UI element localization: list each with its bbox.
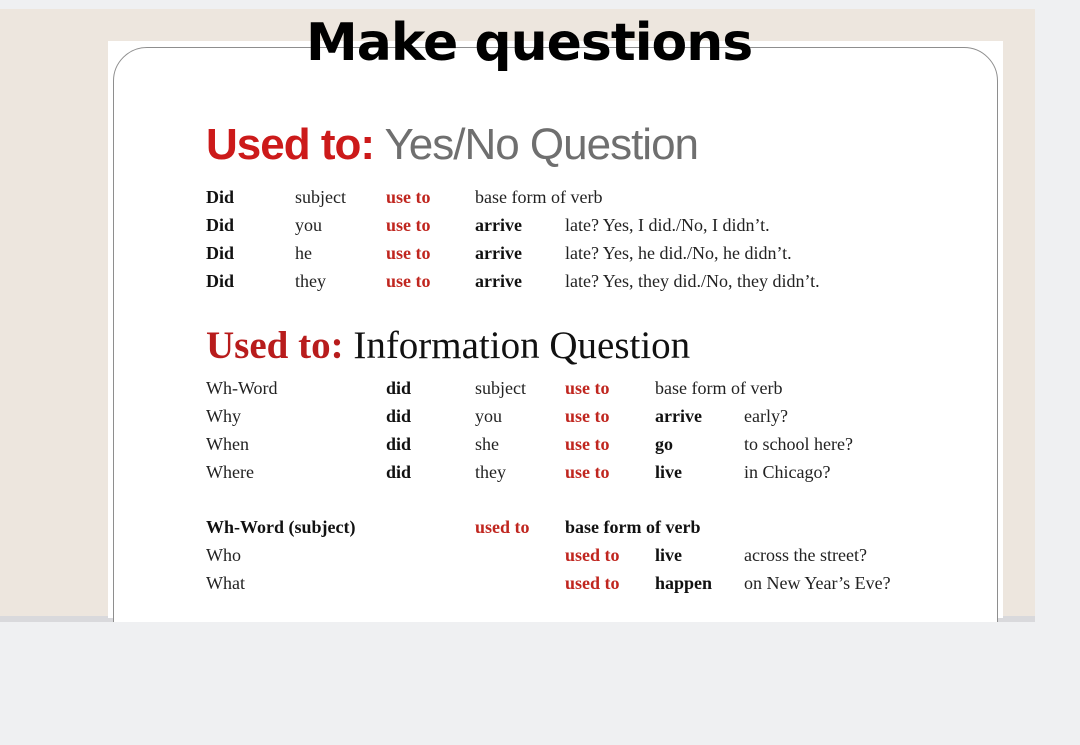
yn-r0-c2: use to xyxy=(386,187,431,207)
in-r3-c4: live xyxy=(655,462,682,482)
sq-r2-c3: on New Year’s Eve? xyxy=(744,573,891,593)
yn-r1-c0: Did xyxy=(206,215,235,235)
in-r2-c5: to school here? xyxy=(744,434,853,454)
in-r1-c0: Why xyxy=(206,406,241,426)
in-r1-c4: arrive xyxy=(655,406,702,426)
in-r0-c3: use to xyxy=(565,378,610,398)
in-r1-c3: use to xyxy=(565,406,610,426)
in-r2-c1: did xyxy=(386,434,412,454)
in-r0-c4: base form of verb xyxy=(655,378,783,398)
screen-background xyxy=(0,622,1080,745)
info-heading-rest: Information Question xyxy=(353,324,691,367)
yes-no-heading xyxy=(206,118,698,172)
yn-r2-c2: use to xyxy=(386,243,431,263)
info-heading-red: Used to: xyxy=(206,324,344,367)
in-r1-c2: you xyxy=(475,406,502,426)
in-r0-c0: Wh-Word xyxy=(206,378,278,398)
in-r2-c3: use to xyxy=(565,434,610,454)
yn-r1-c1: you xyxy=(295,215,322,235)
sq-r1-c1: used to xyxy=(565,545,620,565)
yn-r3-c4: late? Yes, they did./No, they didn’t. xyxy=(565,271,820,291)
sq-r1-c0: Who xyxy=(206,545,241,565)
in-r1-c1: did xyxy=(386,406,412,426)
yes-no-heading-red: Used to: xyxy=(206,120,374,169)
in-r2-c2: she xyxy=(475,434,499,454)
in-r3-c5: in Chicago? xyxy=(744,462,831,482)
sq-r0-c1: used to xyxy=(475,517,530,537)
yn-r3-c2: use to xyxy=(386,271,431,291)
in-r1-c5: early? xyxy=(744,406,788,426)
page-title: Make questions xyxy=(306,13,753,73)
yn-r2-c3: arrive xyxy=(475,243,522,263)
yn-r0-c0: Did xyxy=(206,187,235,207)
yn-r1-c3: arrive xyxy=(475,215,522,235)
sq-r0-c2: base form of verb xyxy=(565,517,701,537)
sq-r2-c0: What xyxy=(206,573,245,593)
in-r3-c1: did xyxy=(386,462,412,482)
in-r3-c0: Where xyxy=(206,462,254,482)
yn-r2-c1: he xyxy=(295,243,312,263)
sq-r1-c3: across the street? xyxy=(744,545,867,565)
sq-r2-c2: happen xyxy=(655,573,713,593)
in-r0-c1: did xyxy=(386,378,412,398)
yn-r3-c3: arrive xyxy=(475,271,522,291)
yn-r3-c1: they xyxy=(295,271,326,291)
yn-r2-c4: late? Yes, he did./No, he didn’t. xyxy=(565,243,792,263)
sq-r2-c1: used to xyxy=(565,573,620,593)
in-r3-c2: they xyxy=(475,462,506,482)
yes-no-heading-rest: Yes/No Question xyxy=(384,120,699,169)
in-r2-c0: When xyxy=(206,434,249,454)
sq-r1-c2: live xyxy=(655,545,682,565)
in-r0-c2: subject xyxy=(475,378,526,398)
yn-r0-c3: base form of verb xyxy=(475,187,603,207)
yn-r1-c2: use to xyxy=(386,215,431,235)
yn-r0-c1: subject xyxy=(295,187,346,207)
yn-r3-c0: Did xyxy=(206,271,235,291)
yn-r1-c4: late? Yes, I did./No, I didn’t. xyxy=(565,215,770,235)
yn-r2-c0: Did xyxy=(206,243,235,263)
info-heading xyxy=(206,323,690,369)
in-r3-c3: use to xyxy=(565,462,610,482)
in-r2-c4: go xyxy=(655,434,673,454)
sq-r0-c0: Wh-Word (subject) xyxy=(206,517,356,537)
